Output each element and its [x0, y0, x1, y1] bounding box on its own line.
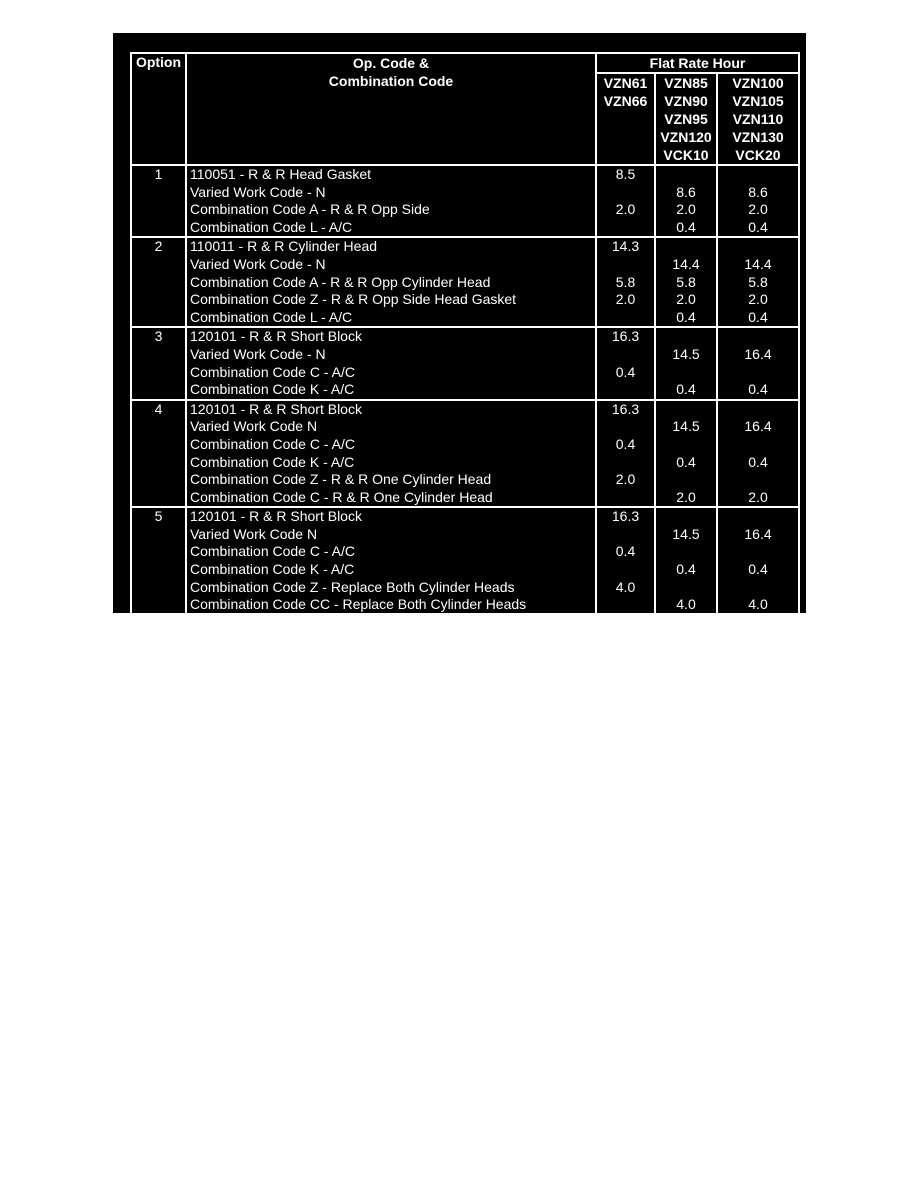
hours-col-b: [655, 327, 717, 399]
hours-value: [597, 526, 654, 544]
option-group-row: [131, 327, 799, 399]
hours-value: 16.3: [611, 328, 640, 345]
model-label: VZN61: [603, 75, 648, 91]
hours-value: 16.3: [611, 508, 640, 525]
hours-value: 2.0: [615, 201, 636, 218]
scanned-table-sheet: [113, 33, 806, 613]
operation-line: Combination Code C - A/C: [190, 363, 355, 380]
hours-value: 5.8: [676, 273, 696, 290]
operation-line: Combination Code C - A/C: [190, 435, 355, 452]
operation-line: 120101 - R & R Short Block: [190, 328, 362, 345]
header-row-1: [131, 53, 799, 73]
hours-value: [718, 436, 798, 454]
hours-value: [597, 184, 654, 202]
model-label: VZN120: [660, 129, 712, 145]
hours-value: [718, 238, 798, 256]
hours-value: 14.4: [744, 255, 772, 272]
hours-value: [656, 508, 716, 526]
model-label: VZN85: [664, 75, 708, 91]
opcode-header-line1: Op. Code &: [352, 55, 430, 71]
hours-value: 2.0: [676, 291, 696, 308]
hours-value: [597, 219, 654, 237]
hours-value: 16.4: [744, 525, 772, 542]
operation-line: Varied Work Code N: [190, 525, 318, 542]
flat-rate-table: [130, 52, 800, 616]
operation-line: 110011 - R & R Cylinder Head: [190, 238, 378, 255]
operation-descriptions: [186, 507, 596, 615]
hours-col-b: [655, 237, 717, 327]
model-label: VZN95: [664, 111, 708, 127]
hours-value: [597, 418, 654, 436]
hours-value: 0.4: [615, 543, 636, 560]
hours-value: 2.0: [748, 291, 768, 308]
hours-value: [718, 471, 798, 489]
hours-col-b: [655, 400, 717, 508]
hours-value: [597, 454, 654, 472]
hours-value: [656, 579, 716, 597]
hours-value: 0.4: [676, 561, 696, 578]
hours-value: [597, 489, 654, 507]
operation-line: Varied Work Code N: [190, 418, 318, 435]
option-header: Option: [131, 53, 186, 165]
operation-line: Combination Code K - A/C: [190, 453, 355, 470]
hours-value: 0.4: [748, 453, 768, 470]
option-number: 2: [131, 237, 186, 327]
operation-descriptions: [186, 237, 596, 327]
hours-value: [656, 364, 716, 382]
operation-descriptions: [186, 165, 596, 237]
hours-value: [718, 328, 798, 346]
opcode-header: [186, 53, 596, 165]
hours-value: 2.0: [748, 488, 768, 505]
model-group-a: [596, 73, 655, 165]
hours-value: 16.3: [611, 400, 640, 417]
hours-value: [597, 256, 654, 274]
hours-value: 0.4: [676, 381, 696, 398]
operation-line: Combination Code L - A/C: [190, 218, 353, 235]
hours-value: [597, 381, 654, 399]
hours-value: [718, 364, 798, 382]
operation-line: Combination Code C - A/C: [190, 543, 355, 560]
hours-value: 2.0: [615, 471, 636, 488]
model-label: VZN66: [603, 93, 648, 109]
operation-line: Combination Code Z - Replace Both Cylinder Heads: [190, 578, 515, 595]
option-group-row: [131, 237, 799, 327]
operation-descriptions: [186, 327, 596, 399]
option-number: 4: [131, 400, 186, 508]
hours-value: 0.4: [676, 308, 696, 325]
operation-line: 110051 - R & R Head Gasket: [190, 166, 372, 182]
operation-line: Combination Code CC - Replace Both Cylinder Heads: [190, 596, 527, 613]
hours-col-c: [717, 327, 799, 399]
hours-value: [718, 543, 798, 561]
hours-value: 2.0: [615, 291, 636, 308]
option-number: 5: [131, 507, 186, 615]
hours-value: 0.4: [615, 435, 636, 452]
operation-line: Combination Code K - A/C: [190, 381, 355, 398]
model-group-c: [717, 73, 799, 165]
hours-value: [656, 543, 716, 561]
flat-rate-header: Flat Rate Hour: [596, 53, 799, 73]
hours-value: 5.8: [615, 273, 636, 290]
model-label: VZN90: [664, 93, 708, 109]
hours-value: 0.4: [748, 561, 768, 578]
hours-col-c: [717, 165, 799, 237]
model-label: VZN110: [732, 111, 784, 127]
hours-value: 14.3: [611, 238, 640, 255]
option-group-row: [131, 507, 799, 615]
hours-value: [656, 471, 716, 489]
hours-value: [597, 561, 654, 579]
hours-value: 4.0: [748, 596, 768, 613]
hours-col-b: [655, 165, 717, 237]
hours-value: 16.4: [744, 345, 772, 362]
hours-value: 4.0: [676, 596, 696, 613]
operation-line: 120101 - R & R Short Block: [190, 400, 362, 417]
hours-value: [718, 166, 798, 184]
hours-value: [718, 401, 798, 419]
hours-value: 14.5: [672, 345, 700, 362]
option-number: 1: [131, 165, 186, 237]
operation-line: Varied Work Code - N: [190, 345, 326, 362]
hours-value: 8.5: [615, 166, 636, 182]
hours-value: [718, 508, 798, 526]
hours-value: [656, 166, 716, 184]
model-label: VZN100: [732, 75, 784, 91]
hours-col-b: [655, 507, 717, 615]
operation-descriptions: [186, 400, 596, 508]
operation-line: Combination Code C - R & R One Cylinder Head: [190, 488, 493, 505]
hours-value: 0.4: [676, 218, 696, 235]
model-group-b: [655, 73, 717, 165]
hours-value: 14.5: [672, 525, 700, 542]
operation-line: Combination Code A - R & R Opp Side: [190, 201, 430, 218]
hours-value: [597, 596, 654, 614]
hours-value: 2.0: [676, 201, 696, 218]
operation-line: Combination Code Z - R & R One Cylinder Head: [190, 471, 492, 488]
hours-value: 2.0: [748, 201, 768, 218]
operation-line: Combination Code L - A/C: [190, 308, 353, 325]
hours-value: 5.8: [748, 273, 768, 290]
hours-value: 14.4: [672, 255, 700, 272]
hours-value: 16.4: [744, 418, 772, 435]
operation-line: 120101 - R & R Short Block: [190, 508, 362, 525]
hours-value: [597, 346, 654, 364]
hours-value: 14.5: [672, 418, 700, 435]
hours-value: [656, 328, 716, 346]
hours-col-c: [717, 507, 799, 615]
hours-col-a: [596, 507, 655, 615]
hours-value: [597, 309, 654, 327]
hours-value: 2.0: [676, 488, 696, 505]
model-label: VCK20: [735, 147, 781, 163]
operation-line: Combination Code K - A/C: [190, 561, 355, 578]
hours-value: [656, 238, 716, 256]
hours-value: 0.4: [748, 308, 768, 325]
hours-value: [656, 401, 716, 419]
model-label: VZN130: [732, 129, 784, 145]
hours-value: [718, 579, 798, 597]
hours-value: [656, 436, 716, 454]
opcode-header-line2: Combination Code: [328, 73, 454, 89]
option-group-row: [131, 400, 799, 508]
operation-line: Varied Work Code - N: [190, 255, 326, 272]
hours-value: 0.4: [615, 363, 636, 380]
operation-line: Combination Code A - R & R Opp Cylinder Head: [190, 273, 491, 290]
model-label: VCK10: [663, 147, 709, 163]
hours-value: 0.4: [748, 218, 768, 235]
hours-value: 0.4: [748, 381, 768, 398]
operation-line: Varied Work Code - N: [190, 183, 326, 200]
hours-value: 8.6: [748, 183, 768, 200]
option-group-row: [131, 165, 799, 237]
hours-value: 0.4: [676, 453, 696, 470]
hours-col-c: [717, 237, 799, 327]
hours-col-c: [717, 400, 799, 508]
hours-col-a: [596, 327, 655, 399]
operation-line: Combination Code Z - R & R Opp Side Head Gasket: [190, 291, 517, 308]
hours-col-a: [596, 165, 655, 237]
hours-col-a: [596, 237, 655, 327]
hours-value: 8.6: [676, 183, 696, 200]
model-label: VZN105: [732, 93, 784, 109]
hours-value: 4.0: [615, 578, 636, 595]
hours-col-a: [596, 400, 655, 508]
option-number: 3: [131, 327, 186, 399]
